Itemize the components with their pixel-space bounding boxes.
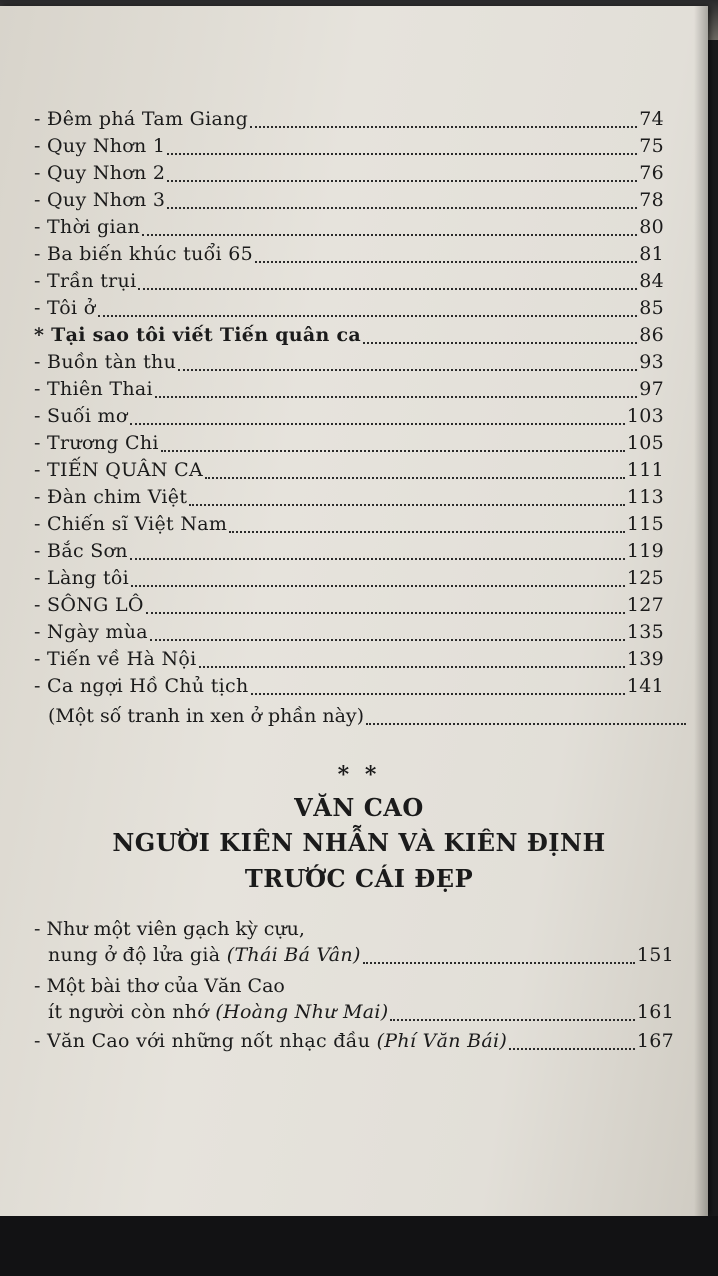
toc-page-number: 75: [639, 135, 664, 157]
toc-title-text: nung ở độ lửa già: [48, 944, 221, 966]
toc-page-number: 103: [626, 405, 664, 427]
toc-title: - Quy Nhơn 2: [34, 162, 166, 184]
toc-title: - Buồn tàn thu: [34, 351, 177, 373]
section-heading-line3: TRƯỚC CÁI ĐẸP: [244, 864, 474, 893]
dot-leader: [150, 639, 625, 641]
toc-title: - Trương Chi: [34, 432, 159, 454]
toc-entry-line: - Như một viên gạch kỳ cựu,: [34, 918, 305, 940]
toc-page-number: 125: [626, 567, 664, 589]
toc-title: - Thiên Thai: [34, 378, 153, 400]
toc-page-number: 167: [636, 1030, 674, 1052]
toc-row: [34, 621, 664, 647]
toc-row: [34, 216, 664, 242]
dot-leader: [509, 1048, 635, 1050]
dot-leader: [178, 369, 637, 371]
section-heading-line1: VĂN CAO: [294, 793, 424, 822]
toc-page-number: 111: [626, 459, 664, 481]
toc-title: - Bắc Sơn: [34, 540, 128, 562]
toc-title: - Thời gian: [34, 216, 141, 238]
toc-title: - Trần trụi: [34, 270, 137, 292]
dot-leader: [161, 450, 625, 452]
toc-title: [48, 1001, 388, 1023]
toc-page-number: 85: [639, 297, 664, 319]
toc-page-number: 151: [636, 944, 674, 966]
dot-leader: [142, 234, 637, 236]
toc-entry-line: - Một bài thơ của Văn Cao: [34, 975, 285, 997]
toc-author: (Thái Bá Vân): [226, 944, 361, 966]
toc-page-number: 105: [626, 432, 664, 454]
dot-leader: [167, 180, 637, 182]
toc-row: [34, 405, 664, 431]
toc-page-number: 84: [639, 270, 664, 292]
toc-row: [34, 189, 664, 215]
dot-leader: [390, 1019, 634, 1021]
dot-leader: [363, 962, 635, 964]
dot-leader: [155, 396, 637, 398]
toc-title: - Quy Nhơn 3: [34, 189, 166, 211]
dot-leader: [98, 315, 638, 317]
toc-author: (Phí Văn Bái): [376, 1030, 508, 1052]
dot-leader: [130, 558, 625, 560]
toc-title: - TIẾN QUÂN CA: [34, 459, 204, 481]
toc-title: - Làng tôi: [34, 567, 129, 589]
toc-page-number: 115: [626, 513, 664, 535]
toc-row: [34, 351, 664, 377]
toc-page-number: 127: [626, 594, 664, 616]
toc-row: [34, 513, 664, 539]
toc-title: - Tiến về Hà Nội: [34, 648, 197, 670]
toc-row: [34, 648, 664, 674]
toc-row: [34, 243, 664, 269]
dot-leader: [229, 531, 625, 533]
toc-page-number: 139: [626, 648, 664, 670]
dot-leader: [251, 693, 625, 695]
toc-page-number: 80: [639, 216, 664, 238]
page-edge-shadow: [694, 6, 708, 1216]
toc-row: [34, 675, 664, 701]
toc-row: [34, 135, 664, 161]
toc-author: (Hoàng Như Mai): [215, 1001, 389, 1023]
dot-leader: [138, 288, 637, 290]
toc-page-number: 93: [639, 351, 664, 373]
dot-leader: [366, 723, 686, 725]
toc-row: [34, 378, 664, 404]
toc-row: [34, 594, 664, 620]
toc-page-number: 81: [639, 243, 664, 265]
toc-title: - Tôi ở: [34, 297, 96, 319]
toc-row: [34, 108, 664, 134]
dot-leader: [199, 666, 625, 668]
toc-title: - SÔNG LÔ: [34, 594, 144, 616]
toc-row: [34, 567, 664, 593]
toc-row: [34, 297, 664, 323]
toc-page-number: 113: [626, 486, 664, 508]
note-text: (Một số tranh in xen ở phần này): [48, 705, 365, 727]
toc-page-number: 161: [636, 1001, 674, 1023]
toc-page-number: 76: [639, 162, 664, 184]
dot-leader: [146, 612, 625, 614]
toc-title: - Suối mơ: [34, 405, 128, 427]
toc-row: [34, 540, 664, 566]
dot-leader: [189, 504, 625, 506]
toc-title-text: - Văn Cao với những nốt nhạc đầu: [34, 1030, 371, 1052]
dot-leader: [363, 342, 637, 344]
toc-title: [34, 1030, 507, 1052]
toc-title: - Quy Nhơn 1: [34, 135, 166, 157]
toc-title: - Đàn chim Việt: [34, 486, 188, 508]
toc-page-number: 135: [626, 621, 664, 643]
toc-page-number: 78: [639, 189, 664, 211]
toc-row: [34, 486, 664, 512]
toc-title: - Ba biến khúc tuổi 65: [34, 243, 254, 265]
toc-row: [48, 944, 674, 970]
toc-title: * Tại sao tôi viết Tiến quân ca: [34, 324, 362, 346]
illustration-note: [48, 705, 688, 731]
section-heading-line2: NGƯỜI KIÊN NHẪN VÀ KIÊN ĐỊNH: [112, 828, 606, 857]
toc-title-text: ít người còn nhớ: [48, 1001, 210, 1023]
section-separator: * *: [337, 762, 381, 788]
toc-title: - Chiến sĩ Việt Nam: [34, 513, 228, 535]
dot-leader: [130, 423, 625, 425]
toc-row: [34, 324, 664, 350]
toc-page-number: 74: [639, 108, 664, 130]
toc-page-number: 97: [639, 378, 664, 400]
toc-page-number: 86: [639, 324, 664, 346]
toc-row: [34, 459, 664, 485]
dot-leader: [205, 477, 625, 479]
dot-leader: [255, 261, 637, 263]
toc-title: - Ca ngợi Hồ Chủ tịch: [34, 675, 249, 697]
toc-row: [48, 1001, 674, 1027]
dot-leader: [167, 153, 637, 155]
dot-leader: [131, 585, 625, 587]
toc-row: [34, 432, 664, 458]
dot-leader: [250, 126, 637, 128]
toc-page-number: 141: [626, 675, 664, 697]
toc-row: [34, 1030, 674, 1056]
toc-title: [48, 944, 361, 966]
toc-row: [34, 162, 664, 188]
toc-page-number: 119: [626, 540, 664, 562]
toc-row: [34, 270, 664, 296]
dot-leader: [167, 207, 637, 209]
toc-title: - Ngày mùa: [34, 621, 148, 643]
background-below-page: [0, 1216, 718, 1276]
toc-title: - Đêm phá Tam Giang: [34, 108, 249, 130]
